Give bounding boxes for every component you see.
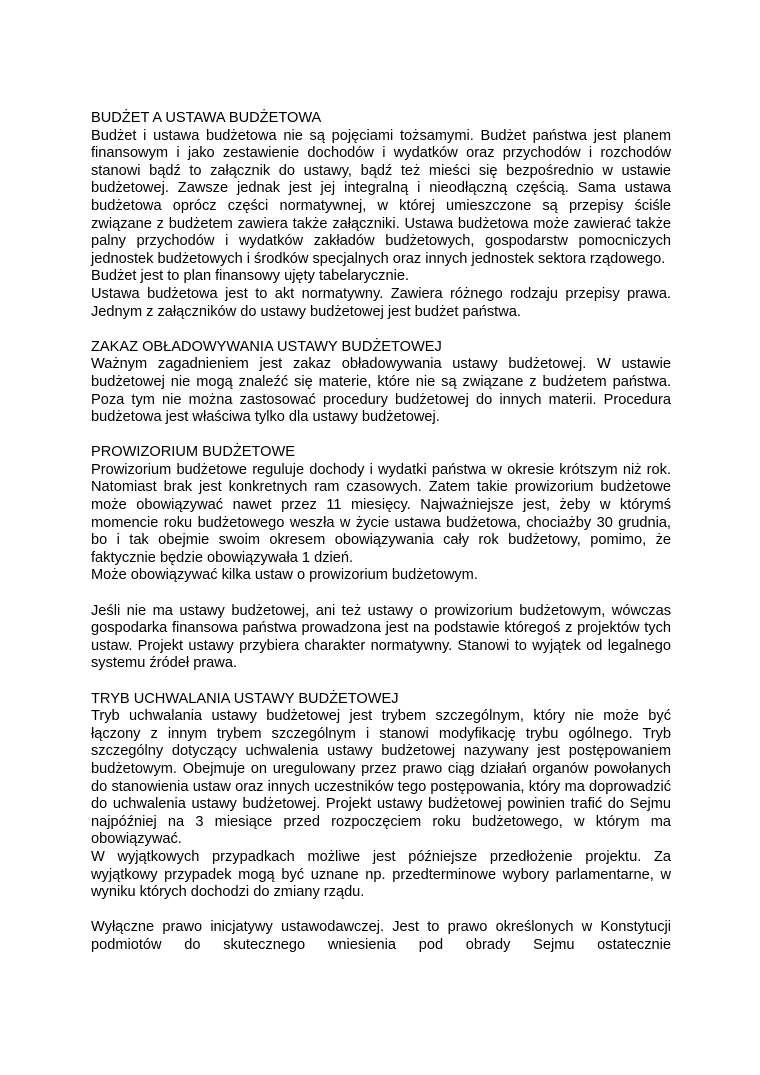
paragraph-gap: [91, 902, 671, 920]
paragraph: Ustawa budżetowa jest to akt normatywny. Zawiera różnego rodzaju przepisy prawa. Jednym z załączników do ustawy budżetowej jest budżet państwa.: [91, 285, 671, 320]
paragraph: Budżet jest to plan finansowy ujęty tabelarycznie.: [91, 268, 409, 285]
paragraph: Jeśli nie ma ustawy budżetowej, ani też ustawy o prowizorium budżetowym, wówczas gospodarka finansowa państwa prowadzona jest na podstawie któregoś z projektów tych ustaw. Projekt ustawy przybiera charakter normatywny. Stanowi to wyjątek od legalnego systemu źródeł prawa.: [91, 602, 671, 672]
paragraph: Prowizorium budżetowe reguluje dochody i wydatki państwa w okresie krótszym niż rok. Natomiast brak jest konkretnych ram czasowych. Zatem takie prowizorium budżetowe może obowiązywać nawet przez 11 miesięcy. Najważniejsze jest, żeby w którymś momencie roku budżetowego weszła w życie ustawa budżetowa, chociażby 30 grudnia, bo i tak obejmie swoim okresem obowiązywania cały rok budżetowy, pomimo, że faktycznie będzie obowiązywała 1 dzień.: [91, 461, 671, 566]
paragraph: W wyjątkowych przypadkach możliwe jest późniejsze przedłożenie projektu. Za wyjątkowy przypadek mogą być uznane np. przedterminowe wybory parlamentarne, w wyniku których dochodzi do zmiany rządu.: [91, 848, 671, 901]
section-heading-tryb: TRYB UCHWALANIA USTAWY BUDŻETOWEJ: [91, 690, 399, 707]
paragraph: Ważnym zagadnieniem jest zakaz obładowywania ustawy budżetowej. W ustawie budżetowej nie mogą znaleźć się materie, które nie są związane z budżetem państwa. Poza tym nie można zastosować procedury budżetowej do innych materii. Procedura budżetowa jest właściwa tylko dla ustawy budżetowej.: [91, 356, 671, 426]
section-heading-zakaz: ZAKAZ OBŁADOWYWANIA USTAWY BUDŻETOWEJ: [91, 338, 442, 355]
section-heading-prowizorium: PROWIZORIUM BUDŻETOWE: [91, 444, 296, 461]
section-heading-budzet: BUDŻET A USTAWA BUDŻETOWA: [91, 110, 322, 126]
paragraph: Budżet i ustawa budżetowa nie są pojęciami tożsamymi. Budżet państwa jest planem finansowym i jako zestawienie dochodów i wydatków oraz przychodów i rozchodów stanowi bądź to załącznik do ustawy, bądź też mieści się bezpośrednio w ustawie budżetowej. Zawsze jednak jest jej integralną i nieodłączną częścią. Sama ustawa budżetowa oprócz części normatywnej, w której umieszczone są przepisy ściśle związane z budżetem zawiera także załączniki. Ustawa budżetowa może zawierać także palny przychodów i wydatków zakładów budżetowych, gospodarstw pomocniczych jednostek budżetowych i środków specjalnych oraz innych jednostek sektora rządowego.: [91, 127, 671, 267]
paragraph-gap: [91, 427, 671, 445]
paragraph-gap: [91, 321, 671, 339]
paragraph: Może obowiązywać kilka ustaw o prowizorium budżetowym.: [91, 567, 478, 584]
document-page: [91, 110, 671, 955]
paragraph: Tryb uchwalania ustawy budżetowej jest trybem szczególnym, który nie może być łączony z innym trybem szczególnym i stanowi modyfikację trybu ogólnego. Tryb szczególny dotyczący uchwalenia ustawy budżetowej nazywany jest postępowaniem budżetowym. Obejmuje on uregulowany przez prawo ciąg działań organów powołanych do stanowienia ustaw oraz innych uczestników tego postępowania, który ma doprowadzić do uchwalenia ustawy budżetowej. Projekt ustawy budżetowej powinien trafić do Sejmu najpóźniej na 3 miesiące przed rozpoczęciem roku budżetowego, w którym ma obowiązywać.: [91, 708, 671, 848]
paragraph-gap: [91, 673, 671, 691]
paragraph: Wyłączne prawo inicjatywy ustawodawczej. Jest to prawo określonych w Konstytucji podmiotów do skutecznego wniesienia pod obrady Sejmu ostatecznie: [91, 919, 671, 953]
paragraph-gap: [91, 585, 671, 603]
